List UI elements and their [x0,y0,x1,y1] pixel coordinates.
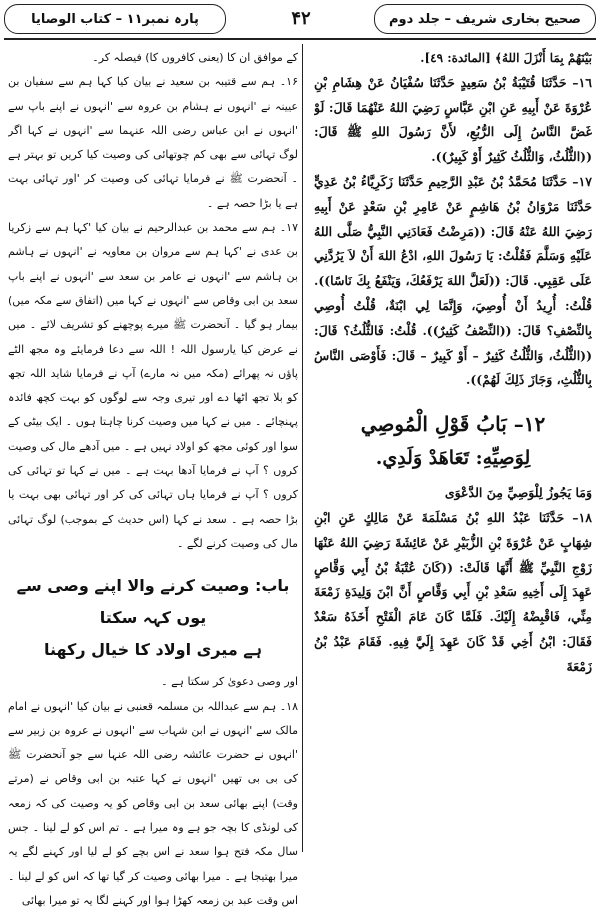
column-divider [302,44,303,852]
urdu-hadith-17: ۱۷۔ ہم سے محمد بن عبدالرحیم نے بیان کیا 'کہا ہم سے زکریا بن عدی نے 'کہا ہم سے مروان بن معاویہ نے 'انہوں نے ہاشم بن ہاشم سے 'انہوں نے عامر بن سعد سے 'انہوں نے اپنے باپ سعد بن ابی وقاص سے 'انہوں نے کہا میں (اتفاق سے مکہ میں) بیمار ہو گیا ۔ آنحضرت ﷺ میرے پوچھنے کو تشریف لائے ۔ میں نے عرض کیا یارسول اللہ ! اللہ سے دعا فرمایئے وہ مجھ الٹے پاؤں نہ پھرائے (مکہ میں نہ مارے) آپ نے فرمایا شاید اللہ تجھ کو بلا تجھ اٹھا دے اور تیری وجہ سے لوگوں کو بہت کچھ فائدہ پہنچائے ۔ میں نے کہا میں وصیت کرنا چاہتا ہوں ۔ ایک بیٹی کے سوا اور کوئی مجھ کو اولاد نہیں ہے ۔ میں آدھے مال کی وصیت کروں ؟ آپ نے فرمایا آدھا بہت ہے ۔ میں نے کہا تو تہائی کی کروں ؟ آپ نے فرمایا ہاں تہائی کی کر اور تہائی بھی بہت یا بڑا حصہ ہے ۔ سعد نے کہا (اس حدیث کے بموجب) لوگ تہائی مال کی وصیت کرنے لگے ۔ [8,221,298,550]
urdu-hadith-16: ۱۶۔ ہم سے قتیبہ بن سعید نے بیان کیا کہا ہم سے سفیان بن عیینہ نے 'انہوں نے ہشام بن عروہ سے 'انہوں نے اپنے باپ سے 'انہوں نے ابن عباس رضی اللہ عنہما سے 'انہوں نے کہا اگر لوگ تہائی سے بھی کم چوتھائی کی وصیت کیا کریں تو بہتر ہے ۔ آنحضرت ﷺ نے فرمایا تہائی کی وصیت کر 'اور تہائی بہت ہے یا بڑا حصہ ہے ۔ [8,75,298,210]
urdu-chapter-line-2: ہے میری اولاد کا خیال رکھنا [43,640,263,660]
book-title: صحیح بخاری شریف – جلد دوم [389,11,581,27]
arabic-column [314,46,592,680]
arabic-chapter-heading [314,407,592,475]
section-title-box [4,4,226,34]
page-number: ۴۲ [291,8,311,29]
arabic-hadith-18: ١٨– حَدَّثَنَا عَبْدُ اللهِ بْنُ مَسْلَمَةَ عَنْ مَالِكٍ عَنِ ابْنِ شِهَابٍ عَنْ عُرْوَةَ بْنِ الزُّبَيْرِ عَنْ عَائِشَةَ رَضِيَ اللهُ عَنْهَا زَوْجِ النَّبِيِّ ﷺ أَنَّهَا قَالَتْ: ((كَانَ عُتْبَةُ بْنُ أَبِي وَقَّاصٍ عَهِدَ إِلَى أَخِيهِ سَعْدِ بْنِ أَبِي وَقَّاصٍ أَنَّ ابْنَ وَلِيدَةِ زَمْعَةَ مِنِّي، فَاقْبِضْهُ إِلَيْكَ. فَلَمَّا كَانَ عَامَ الْفَتْحِ أَخَذَهُ سَعْدٌ فَقَالَ: ابْنُ أَخِي قَدْ كَانَ عَهِدَ إِلَيَّ فِيهِ. فَقَامَ عَبْدُ بْنُ زَمْعَةَ [314,509,592,674]
urdu-column [8,46,298,913]
arabic-chapter-line-1: ١٢– بَابُ قَوْلِ الْمُوصِي [360,412,546,437]
urdu-chapter-heading [8,570,298,666]
quran-reference: بَيْنَهُمْ بِمَا أَنْزَلَ اللهُ﴾ [المائدة: ٤٩]. [420,51,592,65]
section-title: پارہ نمبر۱۱ – کتاب الوصایا [31,11,199,27]
book-title-box [374,4,596,34]
header-rule [4,38,596,40]
page-header [4,4,596,36]
urdu-hadith-18: ۱۸۔ ہم سے عبداللہ بن مسلمہ قعنبی نے بیان کیا 'انہوں نے امام مالک سے 'انہوں نے ابن شہاب سے 'انہوں نے عروہ بن زبیر سے 'انہوں نے حضرت عائشہ رضی اللہ عنہا سے جو آنحضرت ﷺ کی بی بی تھیں 'انہوں نے کہا عتبہ بن ابی وقاص نے (مرتے وقت) اپنے بھائی سعد بن ابی وقاص کو یہ وصیت کی کہ زمعہ کی لونڈی کا بچہ جو ہے وہ میرا ہے ۔ تم اس کو لے لینا ۔ جس سال مکہ فتح ہوا سعد نے اس بچے کو لے لیا اور کہنے لگے یہ میرا بھتیجا ہے ۔ میرا بھائی وصیت کر گیا تھا کہ اس کو لے لینا ۔ اس وقت عبد بن زمعہ کھڑا ہوا اور کہنے لگا یہ تو میرا بھائی [8,699,298,907]
arabic-hadith-17: ١٧– حَدَّثَنَا مُحَمَّدُ بْنُ عَبْدِ الرَّحِيمِ حَدَّثَنَا زَكَرِيَّاءُ بْنُ عَدِيٍّ حَدَّثَنَا مَرْوَانُ بْنُ هَاشِمٍ عَنْ عَامِرِ بْنِ سَعْدٍ عَنْ أَبِيهِ رَضِيَ اللهُ عَنْهُ قَالَ: ((مَرِضْتُ فَعَادَنِي النَّبِيُّ صَلَّى اللهُ عَلَيْهِ وَسَلَّمَ فَقُلْتُ: يَا رَسُولَ اللهِ، ادْعُ اللهَ أَنْ لاَ يَرُدَّنِي عَلَى عَقِبِي. قَالَ: ((لَعَلَّ اللهَ يَرْفَعُكَ، وَيَنْفَعُ بِكَ نَاسًا)). قُلْتُ: أُرِيدُ أَنْ أُوصِيَ، وَإِنَّمَا لِي ابْنَةٌ، قُلْتُ أُوصِي بِالنِّصْفِ؟ قَالَ: ((النِّصْفُ كَثِيرٌ)). قُلْتُ: فَالثُّلُثُ؟ قَالَ: ((الثُّلُثُ، وَالثُّلُثُ كَثِيرٌ – أَوْ كَبِيرٌ – قَالَ: فَأَوْصَى النَّاسُ بِالثُّلُثِ، وَجَازَ ذَلِكَ لَهُمْ)). [314,173,592,388]
urdu-intro: کے موافق ان کا (یعنی کافروں کا) فیصلہ کر۔ [92,51,298,64]
arabic-chapter-line-2: لِوَصِيِّهِ: تَعَاهَدْ وَلَدِي. [375,447,531,470]
arabic-hadith-16: ١٦– حَدَّثَنَا قُتَيْبَةُ بْنُ سَعِيدٍ حَدَّثَنَا سُفْيَانُ عَنْ هِشَامِ بْنِ عُرْوَةَ عَنْ أَبِيهِ عَنِ ابْنِ عَبَّاسٍ رَضِيَ اللهُ عَنْهُمَا قَالَ: لَوْ غَضَّ النَّاسُ إِلَى الرُّبُعِ، لأَنَّ رَسُولَ اللهِ ﷺ قَالَ: ((الثُّلُثُ، وَالثُّلُثُ كَثِيرٌ أَوْ كَبِيرٌ)). [314,74,592,165]
arabic-chapter-sub: وَمَا يَجُوزُ لِلْوَصِيِّ مِنَ الدَّعْوَى [444,485,592,501]
urdu-chapter-sub: اور وصی دعویٰ کر سکتا ہے ۔ [161,675,298,689]
urdu-chapter-line-1: باب: وصیت کرنے والا اپنے وصی سے یوں کہہ سکتا [16,576,290,628]
